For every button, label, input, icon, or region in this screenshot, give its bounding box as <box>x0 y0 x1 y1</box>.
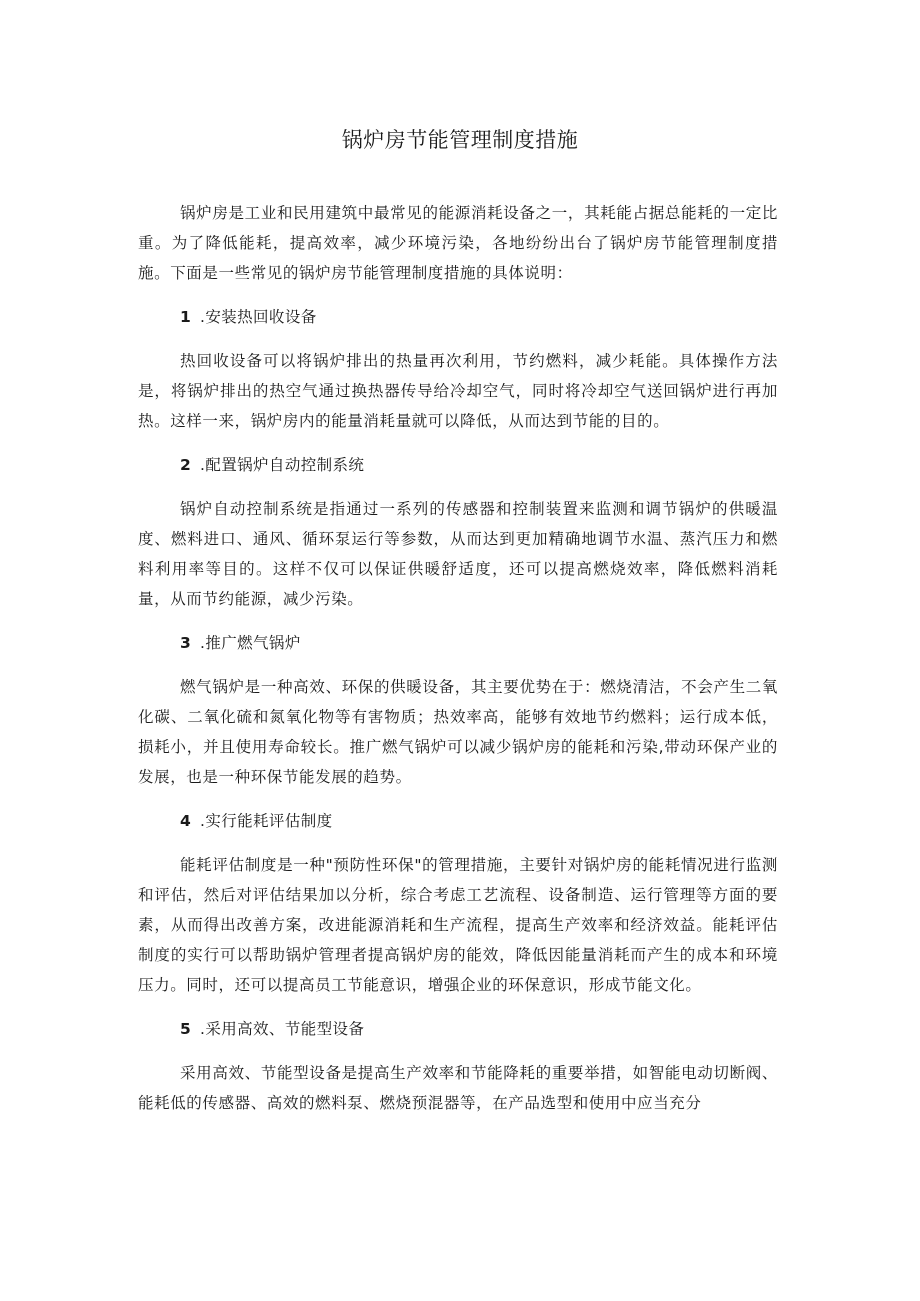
section-5-body: 采用高效、节能型设备是提高生产效率和节能降耗的重要举措，如智能电动切断阀、能耗低的传感器、高效的燃料泵、燃烧预混器等，在产品选型和使用中应当充分 <box>138 1064 778 1112</box>
section-2-title: .配置锅炉自动控制系统 <box>200 456 365 474</box>
page-title: 锅炉房节能管理制度措施 <box>341 128 579 152</box>
section-1-heading <box>138 302 778 332</box>
section-1-body: 热回收设备可以将锅炉排出的热量再次利用，节约燃料，减少耗能。具体操作方法是，将锅炉排出的热空气通过换热器传导给冷却空气，同时将冷却空气送回锅炉进行再加热。这样一来，锅炉房内的能量消耗量就可以降低，从而达到节能的目的。 <box>138 352 778 430</box>
section-4-heading <box>138 806 778 836</box>
section-3-title: .推广燃气锅炉 <box>200 634 301 652</box>
section-3-number: 3 <box>180 634 192 652</box>
section-1-number: 1 <box>180 308 192 326</box>
section-5-number: 5 <box>180 1020 192 1038</box>
section-4-number: 4 <box>180 812 192 830</box>
section-2-body: 锅炉自动控制系统是指通过一系列的传感器和控制装置来监测和调节锅炉的供暖温度、燃料进口、通风、循环泵运行等参数，从而达到更加精确地调节水温、蒸汽压力和燃料利用率等目的。这样不仅可以保证供暖舒适度，还可以提高燃烧效率，降低燃料消耗量，从而节约能源，减少污染。 <box>138 500 778 608</box>
document-body <box>138 198 778 1118</box>
section-3-heading <box>138 628 778 658</box>
section-4-title: .实行能耗评估制度 <box>200 812 333 830</box>
section-3-body: 燃气锅炉是一种高效、环保的供暖设备，其主要优势在于：燃烧清洁，不会产生二氧化碳、二氧化硫和氮氧化物等有害物质；热效率高，能够有效地节约燃料；运行成本低，损耗小，并且使用寿命较长。推广燃气锅炉可以减少锅炉房的能耗和污染,带动环保产业的发展，也是一种环保节能发展的趋势。 <box>138 678 778 786</box>
section-5-title: .采用高效、节能型设备 <box>200 1020 365 1038</box>
section-2-number: 2 <box>180 456 192 474</box>
section-2-heading <box>138 450 778 480</box>
section-5-heading <box>138 1014 778 1044</box>
section-1-title: .安装热回收设备 <box>200 308 317 326</box>
intro-paragraph: 锅炉房是工业和民用建筑中最常见的能源消耗设备之一，其耗能占据总能耗的一定比重。为了降低能耗，提高效率，减少环境污染，各地纷纷出台了锅炉房节能管理制度措施。下面是一些常见的锅炉房节能管理制度措施的具体说明： <box>138 204 778 282</box>
section-4-body: 能耗评估制度是一种"预防性环保"的管理措施，主要针对锅炉房的能耗情况进行监测和评估，然后对评估结果加以分析，综合考虑工艺流程、设备制造、运行管理等方面的要素，从而得出改善方案，改进能源消耗和生产流程，提高生产效率和经济效益。能耗评估制度的实行可以帮助锅炉管理者提高锅炉房的能效，降低因能量消耗而产生的成本和环境压力。同时，还可以提高员工节能意识，增强企业的环保意识，形成节能文化。 <box>138 856 778 994</box>
